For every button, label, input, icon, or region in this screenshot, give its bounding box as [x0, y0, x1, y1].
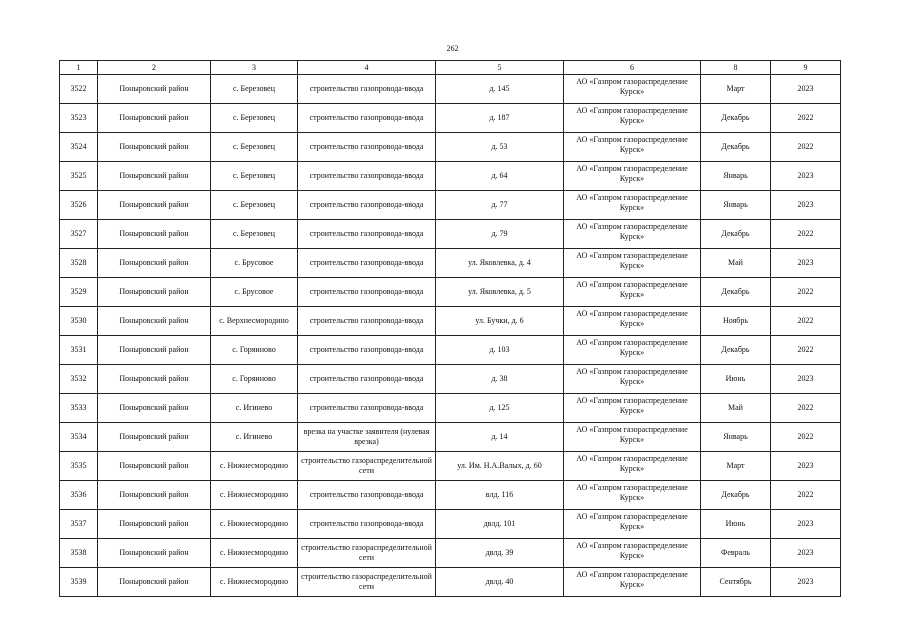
cell-year: 2023: [771, 452, 841, 481]
cell-organization: АО «Газпром газораспределение Курск»: [564, 104, 701, 133]
cell-district: Поныровский район: [98, 191, 211, 220]
cell-settlement: с. Нижнесмородино: [211, 481, 298, 510]
cell-settlement: с. Березовец: [211, 191, 298, 220]
cell-address: ул. Яковлевка, д. 4: [436, 249, 564, 278]
cell-year: 2022: [771, 133, 841, 162]
cell-settlement: с. Березовец: [211, 104, 298, 133]
cell-month: Июнь: [701, 365, 771, 394]
cell-address: д. 77: [436, 191, 564, 220]
cell-address: д. 103: [436, 336, 564, 365]
cell-work-type: строительство газораспределительной сети: [298, 452, 436, 481]
cell-year: 2023: [771, 510, 841, 539]
cell-year: 2023: [771, 539, 841, 568]
cell-address: д. 125: [436, 394, 564, 423]
cell-address: д. 64: [436, 162, 564, 191]
column-header-9: 9: [771, 61, 841, 75]
cell-district: Поныровский район: [98, 336, 211, 365]
table-row: [60, 133, 841, 162]
cell-work-type: строительство газопровода-ввода: [298, 191, 436, 220]
table-row: [60, 162, 841, 191]
cell-district: Поныровский район: [98, 510, 211, 539]
cell-row-number: 3525: [60, 162, 98, 191]
table-row: [60, 307, 841, 336]
cell-year: 2022: [771, 104, 841, 133]
cell-row-number: 3535: [60, 452, 98, 481]
cell-row-number: 3534: [60, 423, 98, 452]
register-table: [59, 60, 841, 597]
table-row: [60, 539, 841, 568]
cell-work-type: строительство газопровода-ввода: [298, 249, 436, 278]
cell-settlement: с. Нижнесмородино: [211, 510, 298, 539]
cell-address: д. 38: [436, 365, 564, 394]
cell-row-number: 3523: [60, 104, 98, 133]
cell-organization: АО «Газпром газораспределение Курск»: [564, 278, 701, 307]
table-row: [60, 481, 841, 510]
cell-year: 2022: [771, 336, 841, 365]
cell-address: двлд. 101: [436, 510, 564, 539]
cell-month: Ноябрь: [701, 307, 771, 336]
cell-month: Январь: [701, 423, 771, 452]
cell-month: Февраль: [701, 539, 771, 568]
cell-row-number: 3537: [60, 510, 98, 539]
cell-district: Поныровский район: [98, 452, 211, 481]
register-table-container: [59, 60, 840, 597]
column-header-5: 5: [436, 61, 564, 75]
cell-year: 2023: [771, 249, 841, 278]
cell-address: д. 79: [436, 220, 564, 249]
cell-organization: АО «Газпром газораспределение Курск»: [564, 191, 701, 220]
cell-row-number: 3529: [60, 278, 98, 307]
cell-address: д. 53: [436, 133, 564, 162]
cell-month: Декабрь: [701, 220, 771, 249]
cell-month: Март: [701, 452, 771, 481]
cell-district: Поныровский район: [98, 104, 211, 133]
cell-month: Декабрь: [701, 336, 771, 365]
cell-month: Декабрь: [701, 278, 771, 307]
cell-year: 2022: [771, 423, 841, 452]
cell-work-type: строительство газораспределительной сети: [298, 539, 436, 568]
column-header-4: 4: [298, 61, 436, 75]
column-header-6: 6: [564, 61, 701, 75]
table-row: [60, 452, 841, 481]
cell-work-type: строительство газопровода-ввода: [298, 307, 436, 336]
cell-work-type: строительство газопровода-ввода: [298, 133, 436, 162]
cell-month: Март: [701, 75, 771, 104]
cell-settlement: с. Брусовое: [211, 249, 298, 278]
cell-year: 2022: [771, 394, 841, 423]
cell-settlement: с. Горяиново: [211, 336, 298, 365]
table-row: [60, 104, 841, 133]
cell-district: Поныровский район: [98, 365, 211, 394]
table-row: [60, 75, 841, 104]
cell-organization: АО «Газпром газораспределение Курск»: [564, 162, 701, 191]
cell-organization: АО «Газпром газораспределение Курск»: [564, 510, 701, 539]
cell-year: 2023: [771, 568, 841, 597]
cell-year: 2022: [771, 307, 841, 336]
cell-work-type: строительство газопровода-ввода: [298, 394, 436, 423]
cell-settlement: с. Нижнесмородино: [211, 539, 298, 568]
cell-address: д. 14: [436, 423, 564, 452]
cell-district: Поныровский район: [98, 278, 211, 307]
cell-month: Июнь: [701, 510, 771, 539]
cell-row-number: 3528: [60, 249, 98, 278]
cell-settlement: с. Брусовое: [211, 278, 298, 307]
cell-work-type: строительство газопровода-ввода: [298, 481, 436, 510]
cell-month: Декабрь: [701, 133, 771, 162]
cell-settlement: с. Березовец: [211, 162, 298, 191]
table-body: [60, 75, 841, 597]
table-row: [60, 423, 841, 452]
cell-month: Сентябрь: [701, 568, 771, 597]
table-row: [60, 510, 841, 539]
cell-organization: АО «Газпром газораспределение Курск»: [564, 481, 701, 510]
cell-settlement: с. Игинево: [211, 394, 298, 423]
cell-organization: АО «Газпром газораспределение Курск»: [564, 133, 701, 162]
table-row: [60, 278, 841, 307]
cell-row-number: 3527: [60, 220, 98, 249]
cell-work-type: строительство газопровода-ввода: [298, 162, 436, 191]
cell-settlement: с. Березовец: [211, 75, 298, 104]
cell-month: Январь: [701, 191, 771, 220]
cell-row-number: 3526: [60, 191, 98, 220]
cell-month: Январь: [701, 162, 771, 191]
cell-settlement: с. Игинево: [211, 423, 298, 452]
cell-settlement: с. Березовец: [211, 220, 298, 249]
table-row: [60, 394, 841, 423]
cell-organization: АО «Газпром газораспределение Курск»: [564, 249, 701, 278]
table-row: [60, 365, 841, 394]
cell-organization: АО «Газпром газораспределение Курск»: [564, 394, 701, 423]
cell-year: 2022: [771, 278, 841, 307]
column-header-2: 2: [98, 61, 211, 75]
cell-address: ул. Им. Н.А.Валых, д. 60: [436, 452, 564, 481]
cell-district: Поныровский район: [98, 162, 211, 191]
cell-organization: АО «Газпром газораспределение Курск»: [564, 307, 701, 336]
cell-settlement: с. Нижнесмородино: [211, 452, 298, 481]
cell-row-number: 3533: [60, 394, 98, 423]
cell-address: влд. 116: [436, 481, 564, 510]
cell-settlement: с. Верхнесмородино: [211, 307, 298, 336]
cell-work-type: строительство газопровода-ввода: [298, 336, 436, 365]
cell-district: Поныровский район: [98, 307, 211, 336]
cell-row-number: 3539: [60, 568, 98, 597]
cell-district: Поныровский район: [98, 75, 211, 104]
cell-year: 2023: [771, 191, 841, 220]
cell-district: Поныровский район: [98, 394, 211, 423]
cell-district: Поныровский район: [98, 568, 211, 597]
cell-district: Поныровский район: [98, 423, 211, 452]
cell-address: двлд. 40: [436, 568, 564, 597]
cell-settlement: с. Березовец: [211, 133, 298, 162]
cell-organization: АО «Газпром газораспределение Курск»: [564, 423, 701, 452]
cell-row-number: 3536: [60, 481, 98, 510]
table-row: [60, 220, 841, 249]
cell-row-number: 3522: [60, 75, 98, 104]
cell-district: Поныровский район: [98, 249, 211, 278]
cell-row-number: 3524: [60, 133, 98, 162]
cell-row-number: 3531: [60, 336, 98, 365]
cell-row-number: 3538: [60, 539, 98, 568]
cell-organization: АО «Газпром газораспределение Курск»: [564, 336, 701, 365]
page-number: 262: [446, 44, 459, 53]
cell-row-number: 3532: [60, 365, 98, 394]
cell-district: Поныровский район: [98, 539, 211, 568]
cell-address: д. 145: [436, 75, 564, 104]
column-header-8: 8: [701, 61, 771, 75]
table-row: [60, 568, 841, 597]
cell-organization: АО «Газпром газораспределение Курск»: [564, 220, 701, 249]
cell-district: Поныровский район: [98, 133, 211, 162]
cell-work-type: строительство газопровода-ввода: [298, 365, 436, 394]
cell-address: ул. Бучки, д. 6: [436, 307, 564, 336]
table-row: [60, 336, 841, 365]
cell-month: Май: [701, 394, 771, 423]
cell-address: ул. Яковлевка, д. 5: [436, 278, 564, 307]
cell-row-number: 3530: [60, 307, 98, 336]
cell-address: д. 187: [436, 104, 564, 133]
header-row: [60, 61, 841, 75]
cell-settlement: с. Горяиново: [211, 365, 298, 394]
cell-month: Декабрь: [701, 104, 771, 133]
column-header-1: 1: [60, 61, 98, 75]
cell-year: 2023: [771, 365, 841, 394]
cell-work-type: строительство газопровода-ввода: [298, 220, 436, 249]
table-row: [60, 191, 841, 220]
cell-district: Поныровский район: [98, 220, 211, 249]
cell-work-type: строительство газораспределительной сети: [298, 568, 436, 597]
cell-organization: АО «Газпром газораспределение Курск»: [564, 539, 701, 568]
cell-district: Поныровский район: [98, 481, 211, 510]
cell-year: 2022: [771, 481, 841, 510]
cell-organization: АО «Газпром газораспределение Курск»: [564, 75, 701, 104]
table-row: [60, 249, 841, 278]
cell-year: 2023: [771, 162, 841, 191]
cell-address: двлд. 39: [436, 539, 564, 568]
cell-month: Декабрь: [701, 481, 771, 510]
cell-work-type: врезка на участке заявителя (нулевая врезка): [298, 423, 436, 452]
cell-year: 2022: [771, 220, 841, 249]
cell-organization: АО «Газпром газораспределение Курск»: [564, 568, 701, 597]
cell-settlement: с. Нижнесмородино: [211, 568, 298, 597]
cell-work-type: строительство газопровода-ввода: [298, 104, 436, 133]
cell-work-type: строительство газопровода-ввода: [298, 278, 436, 307]
column-header-3: 3: [211, 61, 298, 75]
cell-organization: АО «Газпром газораспределение Курск»: [564, 365, 701, 394]
cell-year: 2023: [771, 75, 841, 104]
cell-organization: АО «Газпром газораспределение Курск»: [564, 452, 701, 481]
cell-work-type: строительство газопровода-ввода: [298, 75, 436, 104]
cell-work-type: строительство газопровода-ввода: [298, 510, 436, 539]
cell-month: Май: [701, 249, 771, 278]
